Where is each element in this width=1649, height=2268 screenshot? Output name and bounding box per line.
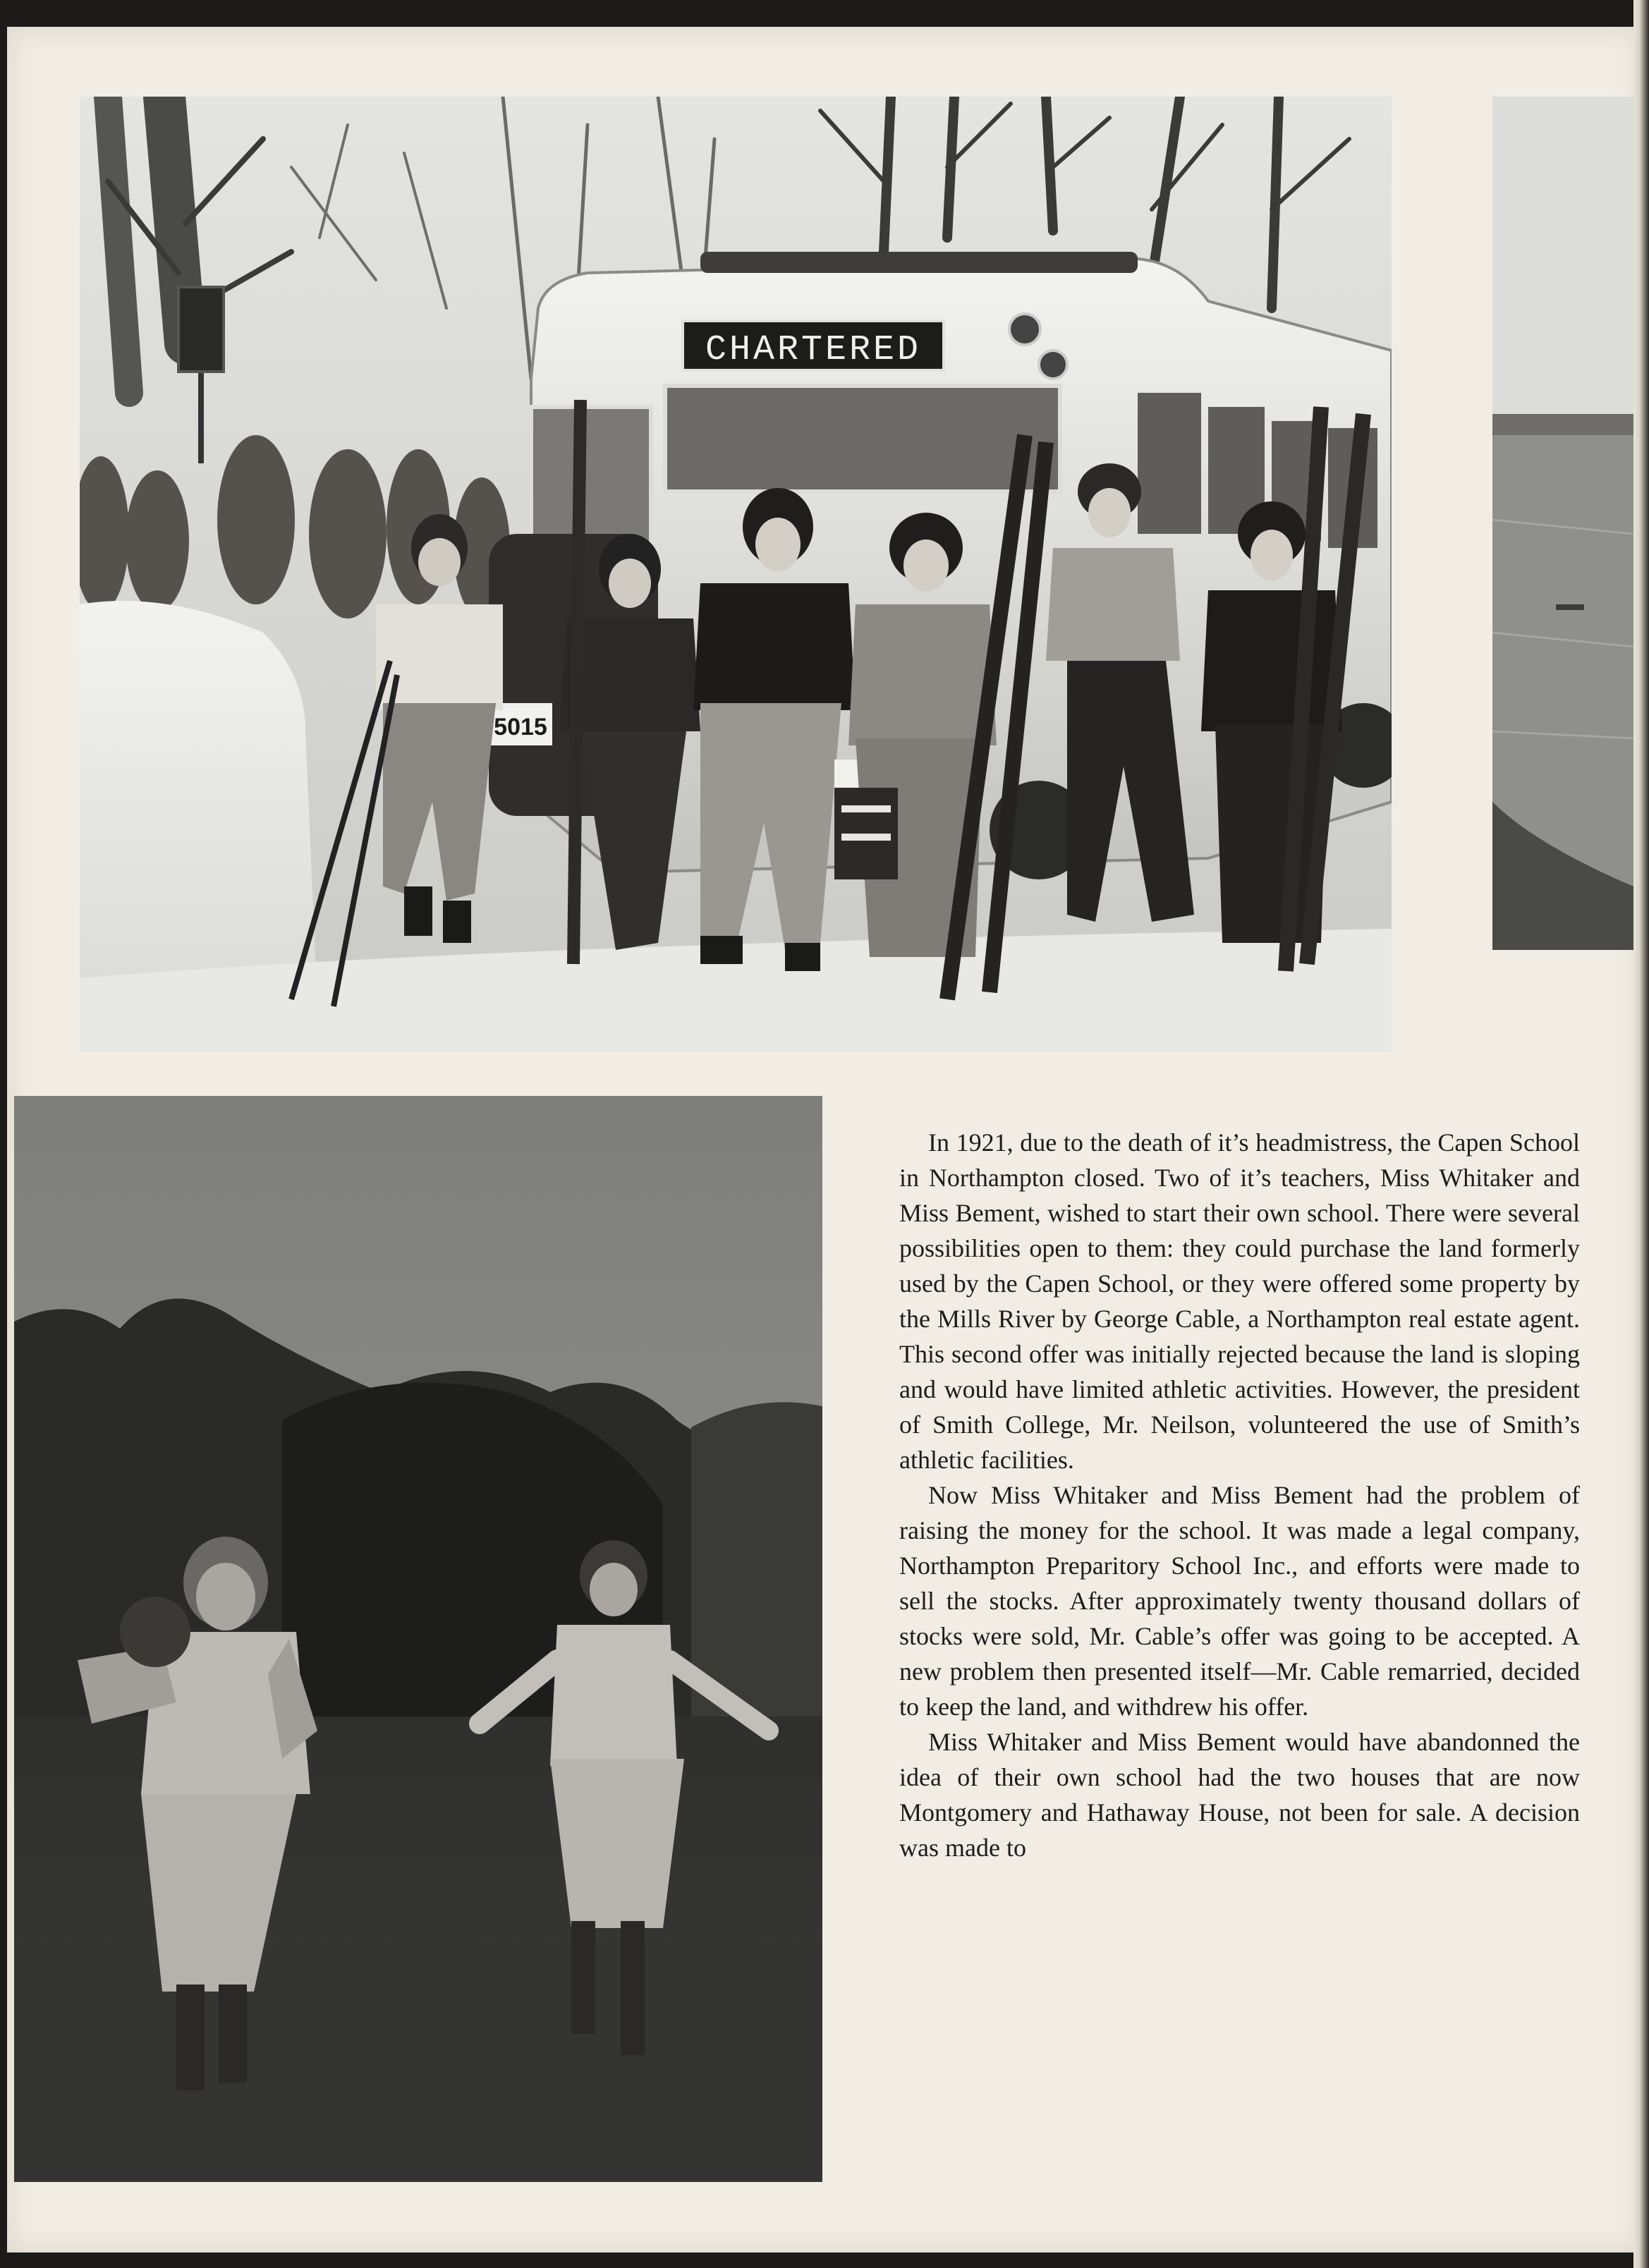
photo-ski-trip: [80, 97, 1392, 1052]
photo-soccer-game-image: [14, 1096, 822, 2182]
article-body: [899, 1125, 1580, 1865]
photo-lake-view: [1492, 97, 1633, 950]
article-paragraph-3: Miss Whitaker and Miss Bement would have abandonned the idea of their own school had the two houses that are now Montgomery and Hathaway House, not been for sale. A decision was made to: [899, 1728, 1580, 1862]
bus-sign-text: CHARTERED: [705, 330, 922, 370]
photo-lake-view-image: [1492, 97, 1633, 950]
photo-ski-trip-image: [80, 97, 1392, 1052]
article-paragraph-2: Now Miss Whitaker and Miss Bement had the problem of raising the money for the school. It was made a legal company, Northampton Preparitory School Inc., and efforts were made to sell the stocks. After approximately twenty thousand dollars of stocks were sold, Mr. Cable’s offer was going to be accepted. A new problem then presented itself—Mr. Cable remarried, decided to keep the land, and withdrew his offer.: [899, 1481, 1580, 1721]
photo-soccer-game: [14, 1096, 822, 2182]
article-paragraph-1: In 1921, due to the death of it’s headmistress, the Capen School in Northampton closed. Two of it’s teachers, Miss Whitaker and Miss Bement, wished to start their own school. There were several possibilities open to them: they could purchase the land formerly used by the Capen School, or they were offered some property by the Mills River by George Cable, a Northampton real estate agent. This second offer was initially rejected because the land is sloping and would have limited athletic activities. However, the president of Smith College, Mr. Neilson, volunteered the use of Smith’s athletic facilities.: [899, 1128, 1580, 1474]
license-plate-number: 5015: [494, 714, 547, 740]
page-edge: [1633, 0, 1649, 2268]
